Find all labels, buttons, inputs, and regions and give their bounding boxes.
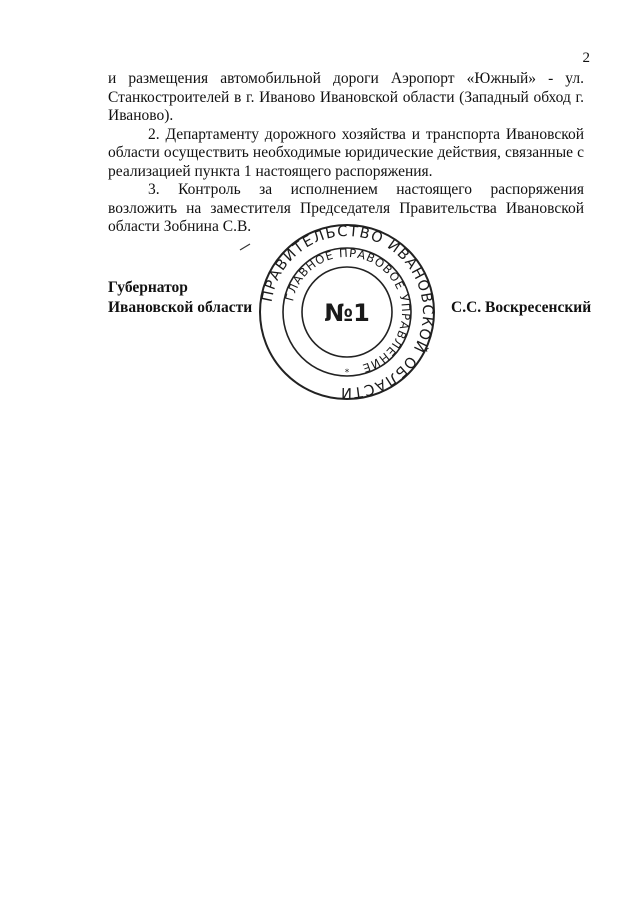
signatory-title-line1: Губернатор — [108, 279, 188, 296]
official-seal — [258, 223, 436, 401]
paragraph-continuation: и размещения автомобильной дороги Аэропорт «Южный» - ул. Станкостроителей в г. Иваново Ивановской области (Западный обход г. Иваново). — [108, 70, 584, 124]
seal-center-number: №1 — [324, 299, 370, 327]
signature-mark — [238, 242, 252, 252]
page-number: 2 — [582, 50, 590, 66]
seal-outer-text: ПРАВИТЕЛЬСТВО ИВАНОВСКОЙ ОБЛАСТИ — [259, 223, 436, 401]
signatory-name: С.С. Воскресенский — [451, 299, 592, 316]
body-text — [108, 70, 584, 237]
signatory-position — [108, 278, 252, 318]
seal-inner-text: ГЛАВНОЕ ПРАВОВОЕ УПРАВЛЕНИЕ — [282, 245, 414, 376]
paragraph-item-2: 2. Департаменту дорожного хозяйства и транспорта Ивановской области осуществить необходимые юридические действия, связанные с реализацией пункта 1 настоящего распоряжения. — [108, 125, 584, 180]
signatory-title-line2: Ивановской области — [108, 299, 253, 316]
paragraph-item-3: 3. Контроль за исполнением настоящего распоряжения возложить на заместителя Председателя Правительства Ивановской области Зобнина С.В. — [108, 181, 584, 235]
seal-bottom-mark: * — [344, 368, 350, 378]
